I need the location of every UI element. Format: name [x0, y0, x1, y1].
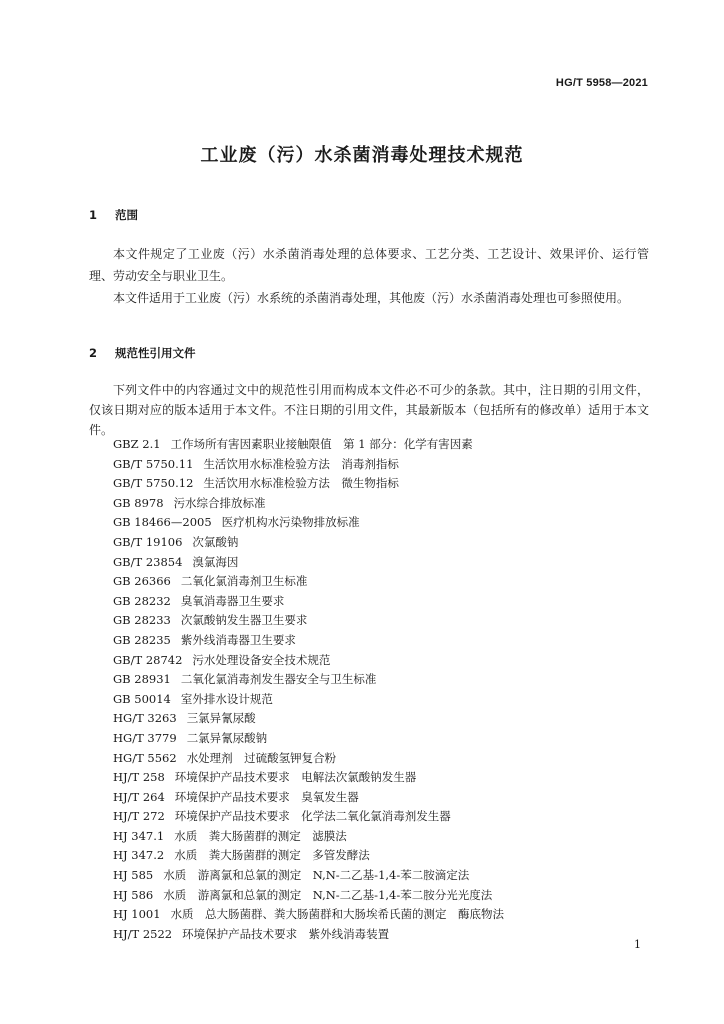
reference-item: [113, 435, 504, 455]
reference-code: HJ/T 2522: [113, 926, 173, 941]
reference-item: [113, 572, 504, 592]
reference-code: GB/T 23854: [113, 554, 183, 569]
reference-item: [113, 768, 504, 788]
reference-title: 水质 游离氯和总氯的测定 N,N-二乙基-1,4-苯二胺滴定法: [163, 868, 470, 883]
reference-item: [113, 455, 504, 475]
reference-title: 二氧化氯消毒剂卫生标准: [180, 574, 308, 589]
reference-title: 工作场所有害因素职业接触限值 第 1 部分：化学有害因素: [170, 437, 473, 451]
reference-item: [113, 611, 504, 631]
reference-title: 医疗机构水污染物排放标准: [221, 515, 360, 530]
section-2-heading: [89, 345, 196, 361]
reference-item: [113, 670, 504, 690]
reference-title: 二氧化氯消毒剂发生器安全与卫生标准: [180, 672, 377, 687]
reference-list: [113, 435, 504, 944]
reference-title: 水质 总大肠菌群、粪大肠菌群和大肠埃希氏菌的测定 酶底物法: [170, 907, 505, 922]
section-1-heading: [89, 207, 138, 223]
reference-item: [113, 749, 504, 769]
document-title: 工业废（污）水杀菌消毒处理技术规范: [200, 145, 524, 166]
standard-code: HG/T 5958—2021: [555, 77, 648, 89]
reference-item: [113, 729, 504, 749]
reference-item: [113, 709, 504, 729]
reference-code: HJ 586: [113, 887, 154, 902]
section-2-number: 2: [89, 346, 98, 360]
reference-item: [113, 925, 504, 945]
reference-title: 污水综合排放标准: [173, 495, 266, 510]
reference-item: [113, 886, 504, 906]
reference-code: GB/T 5750.12: [113, 476, 194, 491]
reference-title: 水处理剂 过硫酸氢钾复合粉: [186, 750, 337, 765]
reference-title: 水质 粪大肠菌群的测定 多管发酵法: [174, 848, 370, 863]
reference-title: 室外排水设计规范: [180, 691, 273, 706]
reference-code: HG/T 3779: [113, 730, 177, 745]
reference-code: GB 50014: [113, 691, 171, 706]
reference-item: [113, 513, 504, 533]
reference-title: 环境保护产品技术要求 化学法二氧化氯消毒剂发生器: [174, 809, 451, 824]
reference-code: HJ 347.1: [113, 828, 165, 843]
reference-code: GB 26366: [113, 574, 171, 589]
reference-item: [113, 553, 504, 573]
reference-code: GB 18466—2005: [113, 515, 212, 530]
reference-item: [113, 827, 504, 847]
reference-item: [113, 866, 504, 886]
reference-code: GB/T 28742: [113, 652, 183, 667]
reference-item: [113, 788, 504, 808]
reference-title: 水质 游离氯和总氯的测定 N,N-二乙基-1,4-苯二胺分光光度法: [163, 887, 493, 902]
reference-code: GB/T 5750.11: [113, 456, 194, 471]
reference-item: [113, 807, 504, 827]
reference-title: 水质 粪大肠菌群的测定 滤膜法: [174, 828, 347, 843]
reference-title: 环境保护产品技术要求 臭氧发生器: [174, 789, 359, 804]
reference-title: 环境保护产品技术要求 电解法次氯酸钠发生器: [174, 770, 417, 785]
reference-item: [113, 846, 504, 866]
reference-title: 溴氯海因: [192, 554, 239, 569]
reference-code: HG/T 5562: [113, 750, 177, 765]
scope-paragraph-2: 本文件适用于工业废（污）水系统的杀菌消毒处理，其他废（污）水杀菌消毒处理也可参照使用。: [113, 291, 630, 305]
reference-code: HJ 585: [113, 868, 154, 883]
reference-item: [113, 631, 504, 651]
reference-code: GB/T 19106: [113, 534, 183, 549]
reference-code: HJ 1001: [113, 907, 161, 922]
reference-title: 次氯酸钠发生器卫生要求: [180, 613, 308, 628]
reference-title: 次氯酸钠: [192, 534, 239, 549]
reference-item: [113, 474, 504, 494]
reference-title: 污水处理设备安全技术规范: [192, 652, 331, 667]
reference-item: [113, 592, 504, 612]
section-2-title: 规范性引用文件: [115, 346, 196, 360]
scope-paragraph-1: 本文件规定了工业废（污）水杀菌消毒处理的总体要求、工艺分类、工艺设计、效果评价、运行管理、劳动安全与职业卫生。: [89, 247, 649, 283]
reference-title: 紫外线消毒器卫生要求: [180, 632, 296, 647]
reference-item: [113, 494, 504, 514]
references-intro: 下列文件中的内容通过文中的规范性引用而构成本文件必不可少的条款。其中，注日期的引用文件，仅该日期对应的版本适用于本文件。不注日期的引用文件，其最新版本（包括所有的修改单）适用于本文件。: [89, 383, 649, 437]
reference-title: 三氯异氰尿酸: [186, 711, 256, 726]
reference-code: HG/T 3263: [113, 711, 177, 726]
reference-code: GB 28232: [113, 593, 171, 608]
reference-title: 臭氧消毒器卫生要求: [180, 593, 285, 608]
page-number: 1: [634, 938, 641, 951]
reference-code: HJ/T 258: [113, 770, 165, 785]
reference-code: GB 8978: [113, 495, 164, 510]
section-1-number: 1: [89, 208, 98, 222]
reference-code: GB 28235: [113, 632, 171, 647]
reference-code: GB 28931: [113, 672, 171, 687]
reference-title: 生活饮用水标准检验方法 消毒剂指标: [203, 456, 399, 471]
reference-item: [113, 905, 504, 925]
reference-code: GB 28233: [113, 613, 171, 628]
reference-item: [113, 690, 504, 710]
reference-title: 二氯异氰尿酸钠: [186, 730, 268, 745]
section-1-title: 范围: [115, 208, 138, 222]
reference-item: [113, 533, 504, 553]
reference-title: 环境保护产品技术要求 紫外线消毒装置: [182, 926, 390, 941]
reference-item: [113, 651, 504, 671]
reference-title: 生活饮用水标准检验方法 微生物指标: [203, 476, 399, 491]
reference-code: HJ/T 272: [113, 809, 165, 824]
reference-code: HJ 347.2: [113, 848, 165, 863]
reference-code: GBZ 2.1: [113, 437, 161, 451]
reference-code: HJ/T 264: [113, 789, 165, 804]
